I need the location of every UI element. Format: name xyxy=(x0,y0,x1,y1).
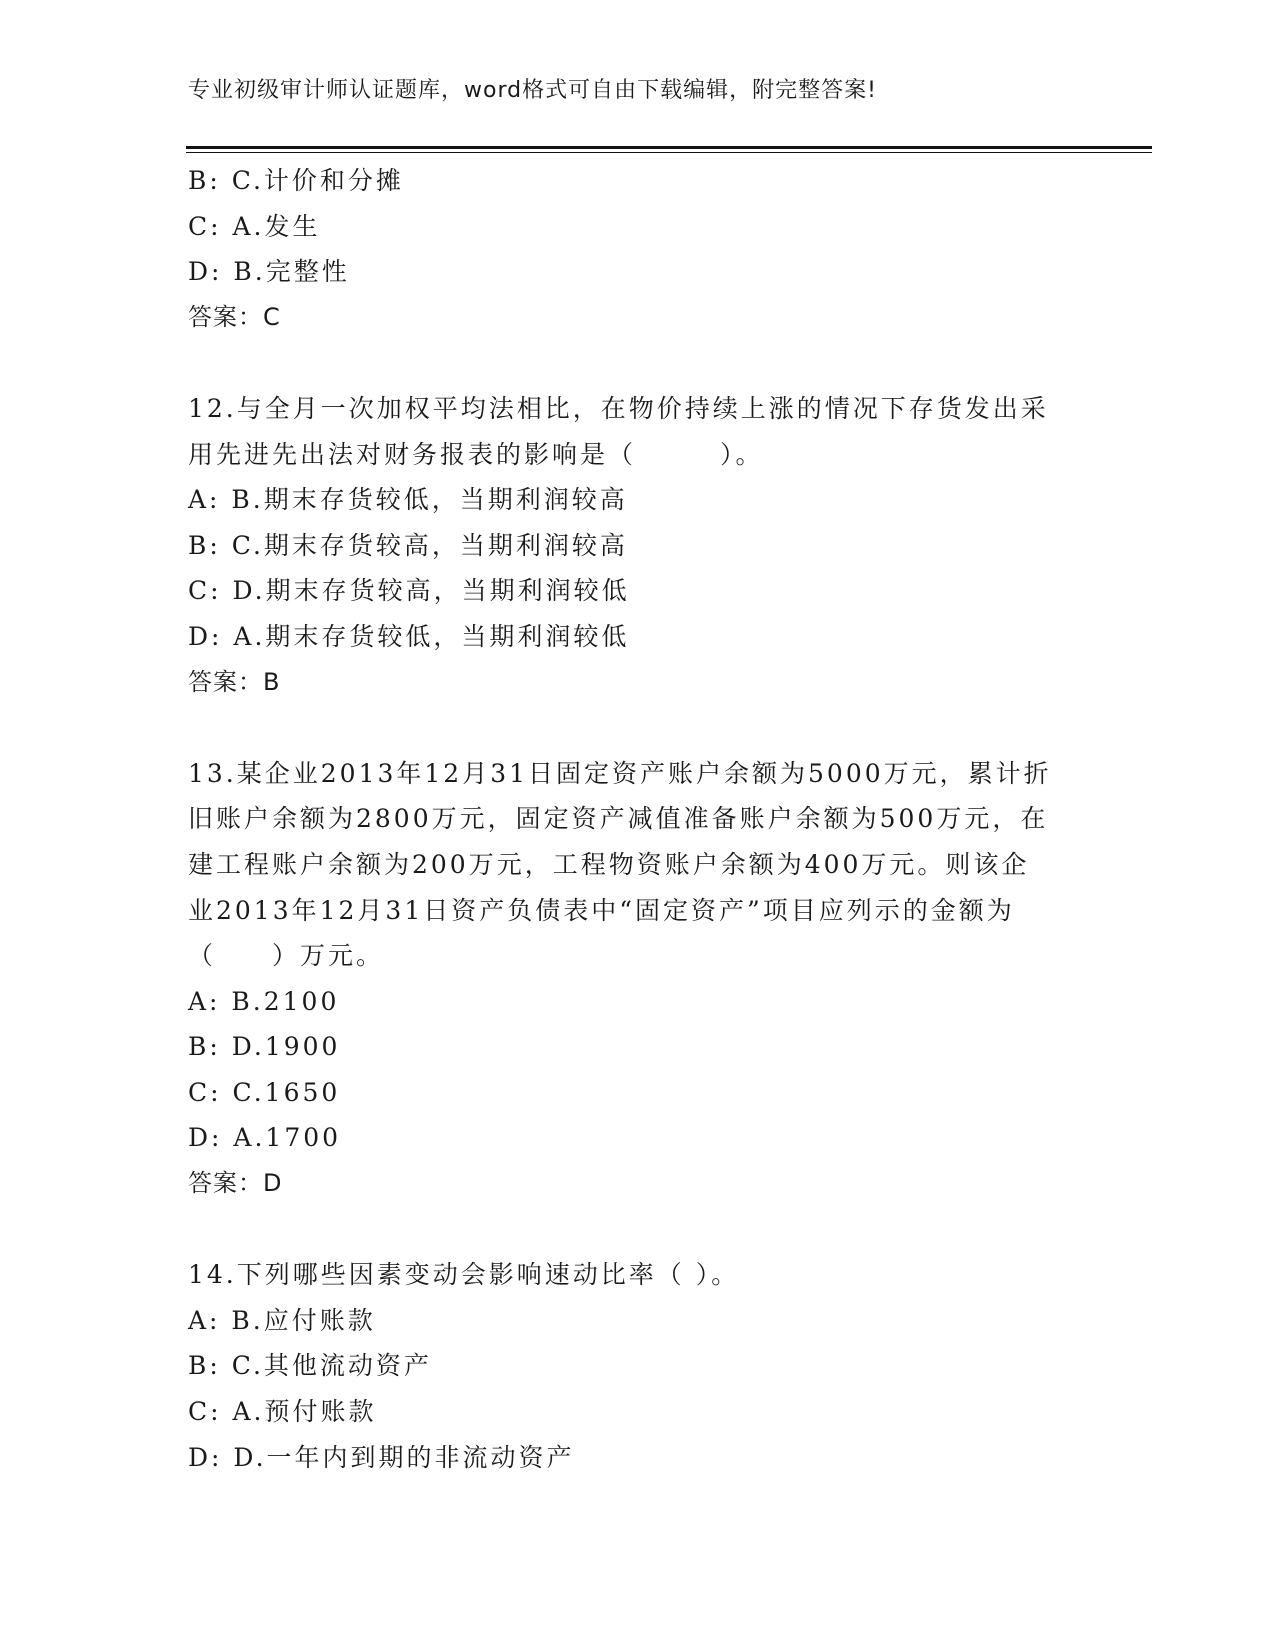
question-text-line: 建工程账户余额为200万元，工程物资账户余额为400万元。则该企 xyxy=(188,849,1030,879)
answer: 答案：D xyxy=(188,1169,283,1198)
answer: 答案：B xyxy=(188,667,281,696)
option-c: C: C.1650 xyxy=(188,1077,341,1107)
answer: 答案：C xyxy=(188,302,281,331)
option-c: C: A.发生 xyxy=(188,211,321,241)
option-b: B: C.期末存货较高，当期利润较高 xyxy=(188,530,628,560)
header-rule-thin xyxy=(186,152,1152,153)
question-text-line: 用先进先出法对财务报表的影响是（ ）。 xyxy=(188,439,764,469)
option-c: C: A.预付账款 xyxy=(188,1397,377,1427)
question-text-line: 旧账户余额为2800万元，固定资产减值准备账户余额为500万元，在 xyxy=(188,804,1049,834)
document-body xyxy=(188,158,1088,1480)
option-b: B: C.计价和分摊 xyxy=(188,166,404,195)
option-b: B: C.其他流动资产 xyxy=(188,1351,432,1381)
option-d: D: A.期末存货较低，当期利润较低 xyxy=(188,621,630,651)
option-a: A: B.2100 xyxy=(188,986,340,1016)
option-d: D: B.完整性 xyxy=(188,257,350,287)
header-rule-thick xyxy=(186,146,1152,149)
option-d: D: D.一年内到期的非流动资产 xyxy=(188,1442,575,1472)
question-text-line: （ ）万元。 xyxy=(188,941,385,971)
question-text-line: 业2013年12月31日资产负债表中“固定资产”项目应列示的金额为 xyxy=(188,895,1015,925)
question-text-line: 13.某企业2013年12月31日固定资产账户余额为5000万元，累计折 xyxy=(188,758,1052,788)
option-c: C: D.期末存货较高，当期利润较低 xyxy=(188,576,630,606)
option-a: A: B.期末存货较低，当期利润较高 xyxy=(188,485,628,515)
option-b: B: D.1900 xyxy=(188,1032,341,1062)
option-a: A: B.应付账款 xyxy=(188,1305,376,1335)
option-d: D: A.1700 xyxy=(188,1123,342,1153)
page-header: 专业初级审计师认证题库，word格式可自由下载编辑，附完整答案! xyxy=(188,78,877,103)
question-text-line: 12.与全月一次加权平均法相比，在物价持续上涨的情况下存货发出采 xyxy=(188,393,1049,423)
question-text-line: 14.下列哪些因素变动会影响速动比率（ ）。 xyxy=(188,1260,740,1290)
